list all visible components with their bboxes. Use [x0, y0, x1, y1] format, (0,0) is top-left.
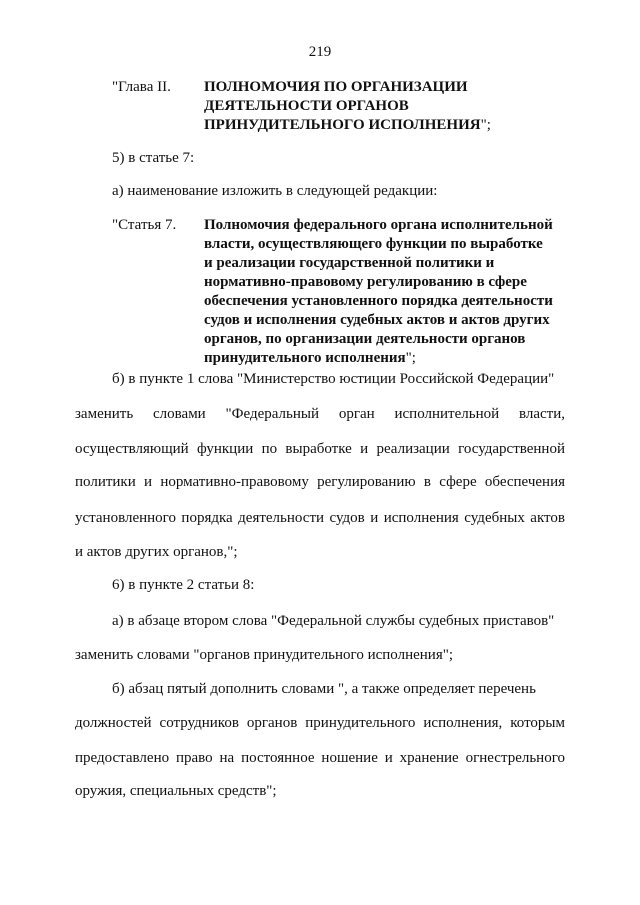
chapter-label: "Глава II.	[112, 79, 171, 95]
item-6b-line-2: должностей сотрудников органов принудительного исполнения, которым	[75, 715, 565, 731]
item-6b-line-4: оружия, специальных средств";	[75, 783, 277, 799]
article-heading	[112, 216, 564, 368]
item-5: 5) в статье 7:	[112, 150, 195, 166]
chapter-title-block	[204, 78, 534, 135]
chapter-title-tail: ";	[480, 117, 491, 133]
chapter-title: ПОЛНОМОЧИЯ ПО ОРГАНИЗАЦИИ ДЕЯТЕЛЬНОСТИ ОРГАНОВ ПРИНУДИТЕЛЬНОГО ИСПОЛНЕНИЯ	[204, 79, 481, 133]
article-title: Полномочия федерального органа исполнительной власти, осуществляющего функции по выработке и реализации государственной политики и нормативно-правовому регулированию в сфере обеспечения установленного порядка деятельности судов и исполнения судебных актов и актов других органов, по организации деятельности органов принудительного исполнения	[204, 217, 553, 366]
item-6: 6) в пункте 2 статьи 8:	[112, 577, 255, 593]
item-5b-line-5: установленного порядка деятельности судов и исполнения судебных актов	[75, 510, 565, 526]
item-5b-line-6: и актов других органов,";	[75, 544, 238, 560]
chapter-heading	[112, 78, 534, 135]
item-5b-line-1: б) в пункте 1 слова "Министерство юстиции Российской Федерации"	[112, 371, 555, 387]
item-6a-line-1: а) в абзаце втором слова "Федеральной службы судебных приставов"	[112, 613, 555, 629]
item-6b-line-1: б) абзац пятый дополнить словами ", а также определяет перечень	[112, 681, 536, 697]
item-6b-line-3: предоставлено право на постоянное ношение и хранение огнестрельного	[75, 750, 565, 766]
item-5b-line-2: заменить словами "Федеральный орган исполнительной власти,	[75, 406, 565, 422]
article-label: "Статья 7.	[112, 217, 177, 233]
page-number: 219	[308, 44, 332, 60]
item-5b-line-4: политики и нормативно-правовому регулированию в сфере обеспечения	[75, 474, 565, 490]
article-title-tail: ";	[405, 350, 416, 366]
item-6a-line-2: заменить словами "органов принудительного исполнения";	[75, 647, 454, 663]
item-5b-line-3: осуществляющий функции по выработке и реализации государственной	[75, 441, 565, 457]
item-5a: а) наименование изложить в следующей редакции:	[112, 183, 438, 199]
article-title-block	[204, 216, 564, 368]
